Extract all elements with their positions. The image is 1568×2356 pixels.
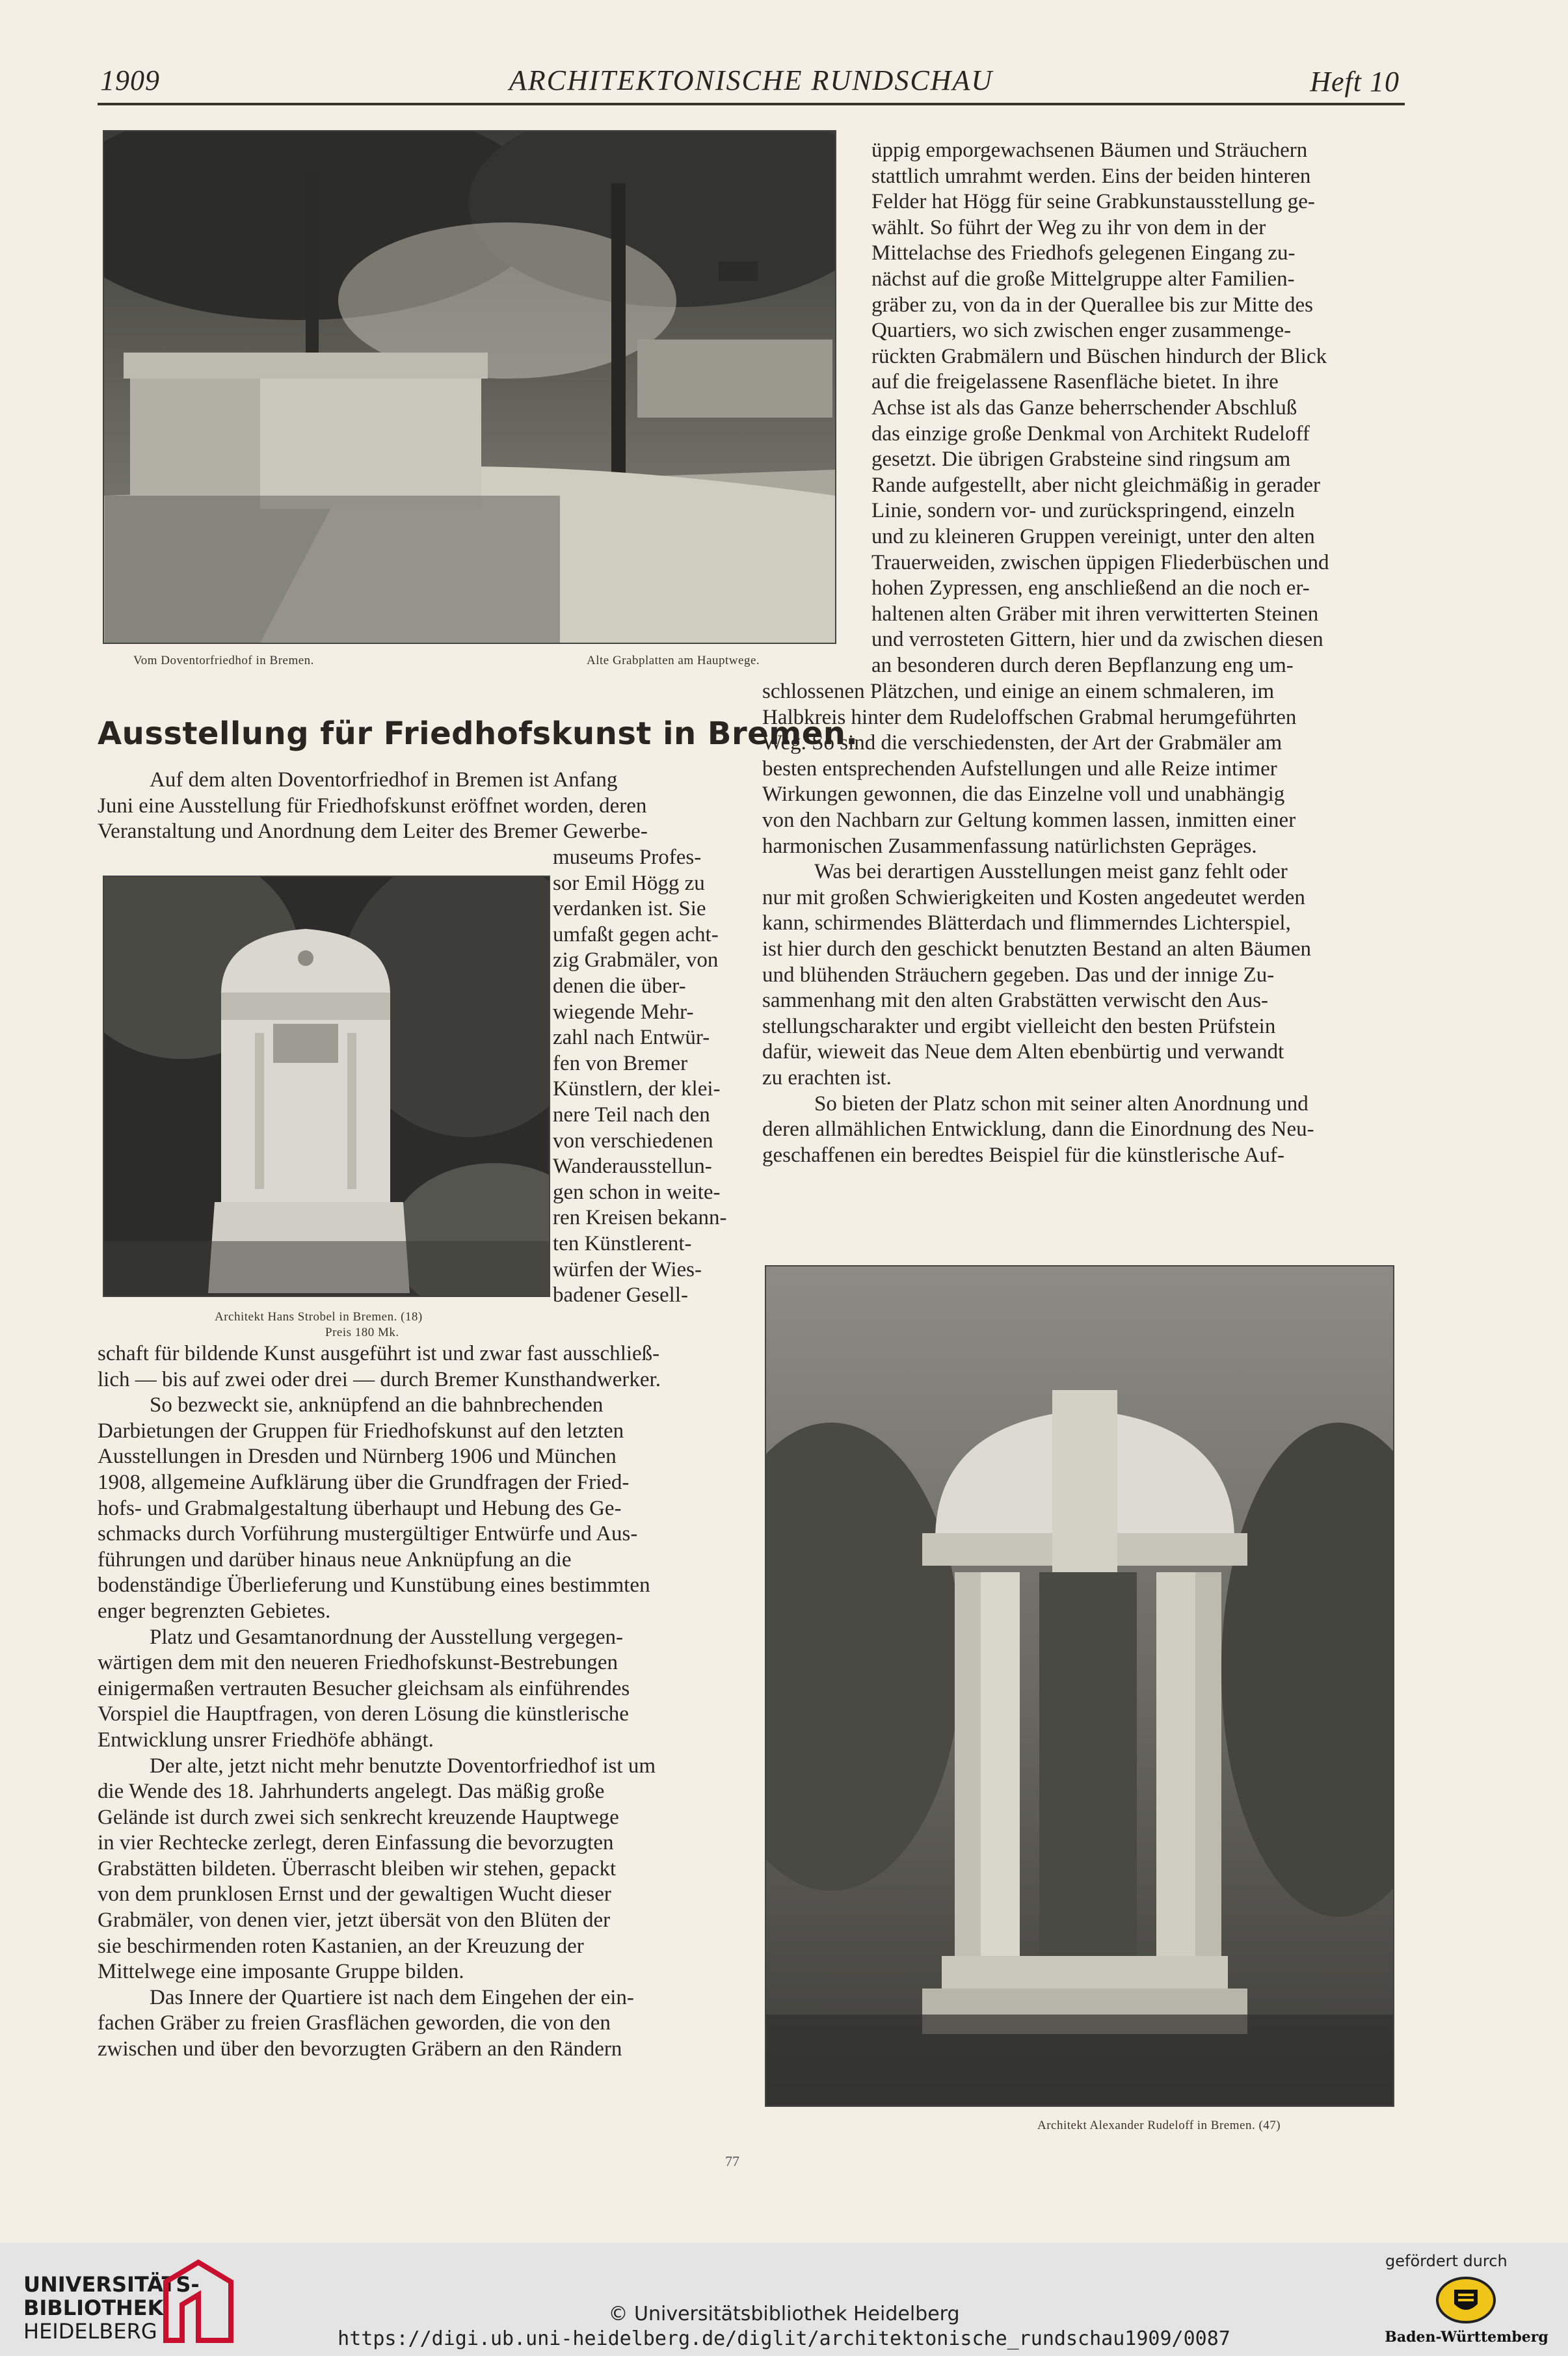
text-line: Trauerweiden, zwischen üppigen Fliederbüschen und bbox=[871, 550, 1329, 574]
text-line: Halbkreis hinter dem Rudeloffschen Grabmal herumgeführten bbox=[762, 705, 1297, 729]
text-line: an besonderen durch deren Bepflanzung eng um- bbox=[871, 653, 1294, 677]
photo-rudeloff-monument bbox=[765, 1265, 1394, 2107]
text-line: Mittelwege eine imposante Gruppe bilden. bbox=[98, 1960, 464, 1984]
text-line: üppig emporgewachsenen Bäumen und Sträuchern bbox=[871, 139, 1308, 162]
left-intro-column bbox=[98, 768, 735, 845]
text-line: Linie, sondern vor- und zurückspringend, einzeln bbox=[871, 499, 1295, 523]
article-title: Ausstellung für Friedhofskunst in Bremen. bbox=[98, 716, 858, 752]
text-line: umfaßt gegen acht- bbox=[553, 922, 719, 946]
caption-schmidt-price: Preis 180 Mk. bbox=[325, 1326, 399, 1339]
caption-rudeloff: Architekt Alexander Rudeloff in Bremen. (47) bbox=[1037, 2119, 1281, 2132]
text-line: sammenhang mit den alten Grabstätten verwischt den Aus- bbox=[762, 989, 1269, 1013]
text-line: nere Teil nach den bbox=[553, 1103, 710, 1127]
text-line: Auf dem alten Doventorfriedhof in Bremen ist Anfang bbox=[150, 768, 618, 792]
text-line: Der alte, jetzt nicht mehr benutzte Doventorfriedhof ist um bbox=[150, 1754, 656, 1778]
text-line: stellungscharakter und ergibt vielleicht den besten Prüfstein bbox=[762, 1014, 1276, 1038]
page-number: 77 bbox=[725, 2153, 739, 2169]
text-line: zwischen und über den bevorzugten Gräbern an den Rändern bbox=[98, 2037, 622, 2061]
text-line: Was bei derartigen Ausstellungen meist ganz fehlt oder bbox=[814, 860, 1288, 884]
text-line: Veranstaltung und Anordnung dem Leiter des Bremer Gewerbe- bbox=[98, 820, 648, 844]
text-line: deren allmählichen Entwicklung, dann die Einordnung des Neu- bbox=[762, 1118, 1314, 1142]
text-line: würfen der Wies- bbox=[553, 1257, 702, 1281]
text-line: hofs- und Grabmalgestaltung überhaupt und Hebung des Ge- bbox=[98, 1496, 622, 1520]
library-name-line1: UNIVERSITÄTS- bbox=[23, 2272, 200, 2297]
text-line: fen von Bremer bbox=[553, 1051, 688, 1075]
text-line: haltenen alten Gräber mit ihren verwitterten Steinen bbox=[871, 602, 1319, 626]
text-line: die Wende des 18. Jahrhunderts angelegt. Das mäßig große bbox=[98, 1780, 605, 1804]
left-narrow-column bbox=[553, 845, 736, 1309]
text-line: wählt. So führt der Weg zu ihr von dem in der bbox=[871, 215, 1266, 239]
text-line: sie beschirmenden roten Kastanien, an der Kreuzung der bbox=[98, 1934, 584, 1958]
text-line: enger begrenzten Gebietes. bbox=[98, 1599, 331, 1623]
text-line: wärtigen dem mit den neueren Friedhofskunst-Bestrebungen bbox=[98, 1651, 618, 1675]
text-line: dafür, wieweit das Neue dem Alten ebenbürtig und verwandt bbox=[762, 1040, 1284, 1064]
caption-top-right: Alte Grabplatten am Hauptwege. bbox=[587, 654, 760, 667]
footer-bar bbox=[0, 2243, 1568, 2356]
text-line: rückten Grabmälern und Büschen hindurch der Blick bbox=[871, 344, 1327, 368]
text-line: Darbietungen der Gruppen für Friedhofskunst auf den letzten bbox=[98, 1419, 624, 1443]
text-line: museums Profes- bbox=[553, 846, 702, 869]
text-line: verdanken ist. Sie bbox=[553, 897, 706, 921]
text-line: Quartiers, wo sich zwischen enger zusammenge- bbox=[871, 319, 1292, 343]
text-line: stattlich umrahmt werden. Eins der beiden hinteren bbox=[871, 164, 1311, 188]
text-line: von den Nachbarn zur Geltung kommen lassen, inmitten einer bbox=[762, 808, 1296, 832]
text-line: einigermaßen vertrauten Besucher gleichsam als einführendes bbox=[98, 1676, 630, 1700]
source-url-link[interactable]: https://digi.ub.uni-heidelberg.de/diglit/architektonische_rundschau1909/0087 bbox=[338, 2327, 1230, 2350]
text-line: nur mit großen Schwierigkeiten und Kosten angedeutet werden bbox=[762, 885, 1305, 909]
text-line: Platz und Gesamtanordnung der Ausstellung vergegen- bbox=[150, 1625, 623, 1649]
text-line: schmacks durch Vorführung mustergültiger Entwürfe und Aus- bbox=[98, 1522, 638, 1546]
text-line: ten Künstlerent- bbox=[553, 1231, 692, 1255]
header-issue: Heft 10 bbox=[1310, 66, 1400, 98]
text-line: badener Gesell- bbox=[553, 1283, 688, 1307]
photo-familiengrab-schmidt bbox=[103, 876, 550, 1297]
text-line: Entwicklung unsrer Friedhöfe abhängt. bbox=[98, 1728, 434, 1752]
text-line: fachen Gräber zu freien Grasflächen geworden, die von den bbox=[98, 2011, 611, 2035]
text-line: harmonischen Zusammenfassung natürlichsten Gepräges. bbox=[762, 834, 1257, 858]
text-line: Felder hat Högg für seine Grabkunstausstellung ge- bbox=[871, 190, 1315, 214]
text-line: wiegende Mehr- bbox=[553, 1000, 694, 1024]
text-line: zu erachten ist. bbox=[762, 1065, 892, 1090]
text-line: geschaffenen ein beredtes Beispiel für die künstlerische Auf- bbox=[762, 1143, 1285, 1167]
copyright-notice: © Universitätsbibliothek Heidelberg bbox=[608, 2303, 960, 2325]
text-line: nächst auf die große Mittelgruppe alter Familien- bbox=[871, 267, 1295, 291]
right-column-bottom bbox=[762, 679, 1392, 1168]
text-line: Gelände ist durch zwei sich senkrecht kreuzende Hauptwege bbox=[98, 1805, 619, 1829]
sponsor-block bbox=[1379, 2252, 1561, 2349]
text-line: Das Innere der Quartiere ist nach dem Eingehen der ein- bbox=[150, 1985, 634, 2009]
text-line: von verschiedenen bbox=[553, 1129, 713, 1153]
text-line: Juni eine Ausstellung für Friedhofskunst eröffnet worden, deren bbox=[98, 794, 647, 818]
left-main-column bbox=[98, 1341, 736, 2063]
text-line: Rande aufgestellt, aber nicht gleichmäßig in gerader bbox=[871, 473, 1320, 497]
text-line: auf die freigelassene Rasenfläche bietet. In ihre bbox=[871, 370, 1279, 394]
text-line: schaft für bildende Kunst ausgeführt ist und zwar fast ausschließ- bbox=[98, 1342, 660, 1365]
text-line: schlossenen Plätzchen, und einige an einem schmaleren, im bbox=[762, 680, 1275, 703]
caption-schmidt-architect: Architekt Hans Strobel in Bremen. (18) bbox=[215, 1310, 423, 1324]
header-year: 1909 bbox=[100, 64, 160, 96]
text-line: Wanderausstellun- bbox=[553, 1155, 712, 1179]
text-line: denen die über- bbox=[553, 974, 686, 998]
text-line: ren Kreisen bekann- bbox=[553, 1206, 727, 1230]
text-line: Wirkungen gewonnen, die das Einzelne voll und unabhängig bbox=[762, 783, 1285, 807]
text-line: besten entsprechenden Aufstellungen und alle Reize intimer bbox=[762, 756, 1277, 781]
text-line: So bieten der Platz schon mit seiner alten Anordnung und bbox=[814, 1091, 1309, 1116]
text-line: Vorspiel die Hauptfragen, von deren Lösung die künstlerische bbox=[98, 1702, 629, 1726]
text-line: lich — bis auf zwei oder drei — durch Bremer Kunsthandwerker. bbox=[98, 1367, 661, 1391]
text-line: Grabmäler, von denen vier, jetzt übersät von den Blüten der bbox=[98, 1908, 611, 1933]
library-name-line3: HEIDELBERG bbox=[23, 2319, 157, 2344]
text-line: So bezweckt sie, anknüpfend an die bahnbrechenden bbox=[150, 1393, 604, 1417]
running-head bbox=[98, 64, 1405, 105]
text-line: 1908, allgemeine Aufklärung über die Grundfragen der Fried- bbox=[98, 1470, 630, 1494]
coat-of-arms-icon bbox=[1435, 2275, 1497, 2325]
text-line: führungen und darüber hinaus neue Anknüpfung an die bbox=[98, 1547, 572, 1572]
text-line: Weg. So sind die verschiedensten, der Art der Grabmäler am bbox=[762, 731, 1282, 755]
text-line: Künstlern, der klei- bbox=[553, 1077, 721, 1101]
text-line: gesetzt. Die übrigen Grabsteine sind ringsum am bbox=[871, 448, 1291, 472]
text-line: von dem prunklosen Ernst und der gewaltigen Wucht dieser bbox=[98, 1882, 611, 1907]
text-line: Grabstätten bildeten. Überrascht bleiben wir stehen, gepackt bbox=[98, 1856, 617, 1881]
text-line: zahl nach Entwür- bbox=[553, 1026, 710, 1050]
text-line: und verrosteten Gittern, hier und da zwischen diesen bbox=[871, 628, 1323, 652]
text-line: kann, schirmendes Blätterdach und flimmerndes Lichterspiel, bbox=[762, 911, 1291, 935]
text-line: hohen Zypressen, eng anschließend an die noch er- bbox=[871, 576, 1310, 600]
text-line: Mittelachse des Friedhofs gelegenen Eingang zu- bbox=[871, 241, 1296, 265]
sponsor-label: gefördert durch bbox=[1385, 2252, 1508, 2270]
library-name-line2: BIBLIOTHEK bbox=[23, 2296, 164, 2320]
right-column-top bbox=[871, 138, 1392, 678]
text-line: und zu kleineren Gruppen vereinigt, unter den alten bbox=[871, 524, 1315, 548]
text-line: das einzige große Denkmal von Architekt Rudeloff bbox=[871, 422, 1310, 446]
text-line: und blühenden Sträuchern gegeben. Das und der innige Zu- bbox=[762, 963, 1275, 987]
text-line: bodenständige Überlieferung und Kunstübung eines bestimmten bbox=[98, 1573, 650, 1598]
text-line: Achse ist als das Ganze beherrschender Abschluß bbox=[871, 395, 1297, 420]
text-line: sor Emil Högg zu bbox=[553, 871, 705, 895]
text-line: gräber zu, von da in der Querallee bis zur Mitte des bbox=[871, 293, 1313, 317]
text-line: Ausstellungen in Dresden und Nürnberg 1906 und München bbox=[98, 1445, 617, 1469]
text-line: ist hier durch den geschickt benutzten Bestand an alten Bäumen bbox=[762, 937, 1311, 961]
text-line: gen schon in weite- bbox=[553, 1180, 721, 1204]
text-line: zig Grabmäler, von bbox=[553, 948, 719, 972]
header-journal-title: ARCHITEKTONISCHE RUNDSCHAU bbox=[509, 64, 994, 96]
sponsor-name: Baden-Württemberg bbox=[1385, 2329, 1548, 2346]
caption-top-left: Vom Doventorfriedhof in Bremen. bbox=[133, 654, 314, 667]
text-line: in vier Rechtecke zerlegt, deren Einfassung die bevorzugten bbox=[98, 1831, 614, 1855]
photo-doventorfriedhof bbox=[103, 130, 836, 644]
